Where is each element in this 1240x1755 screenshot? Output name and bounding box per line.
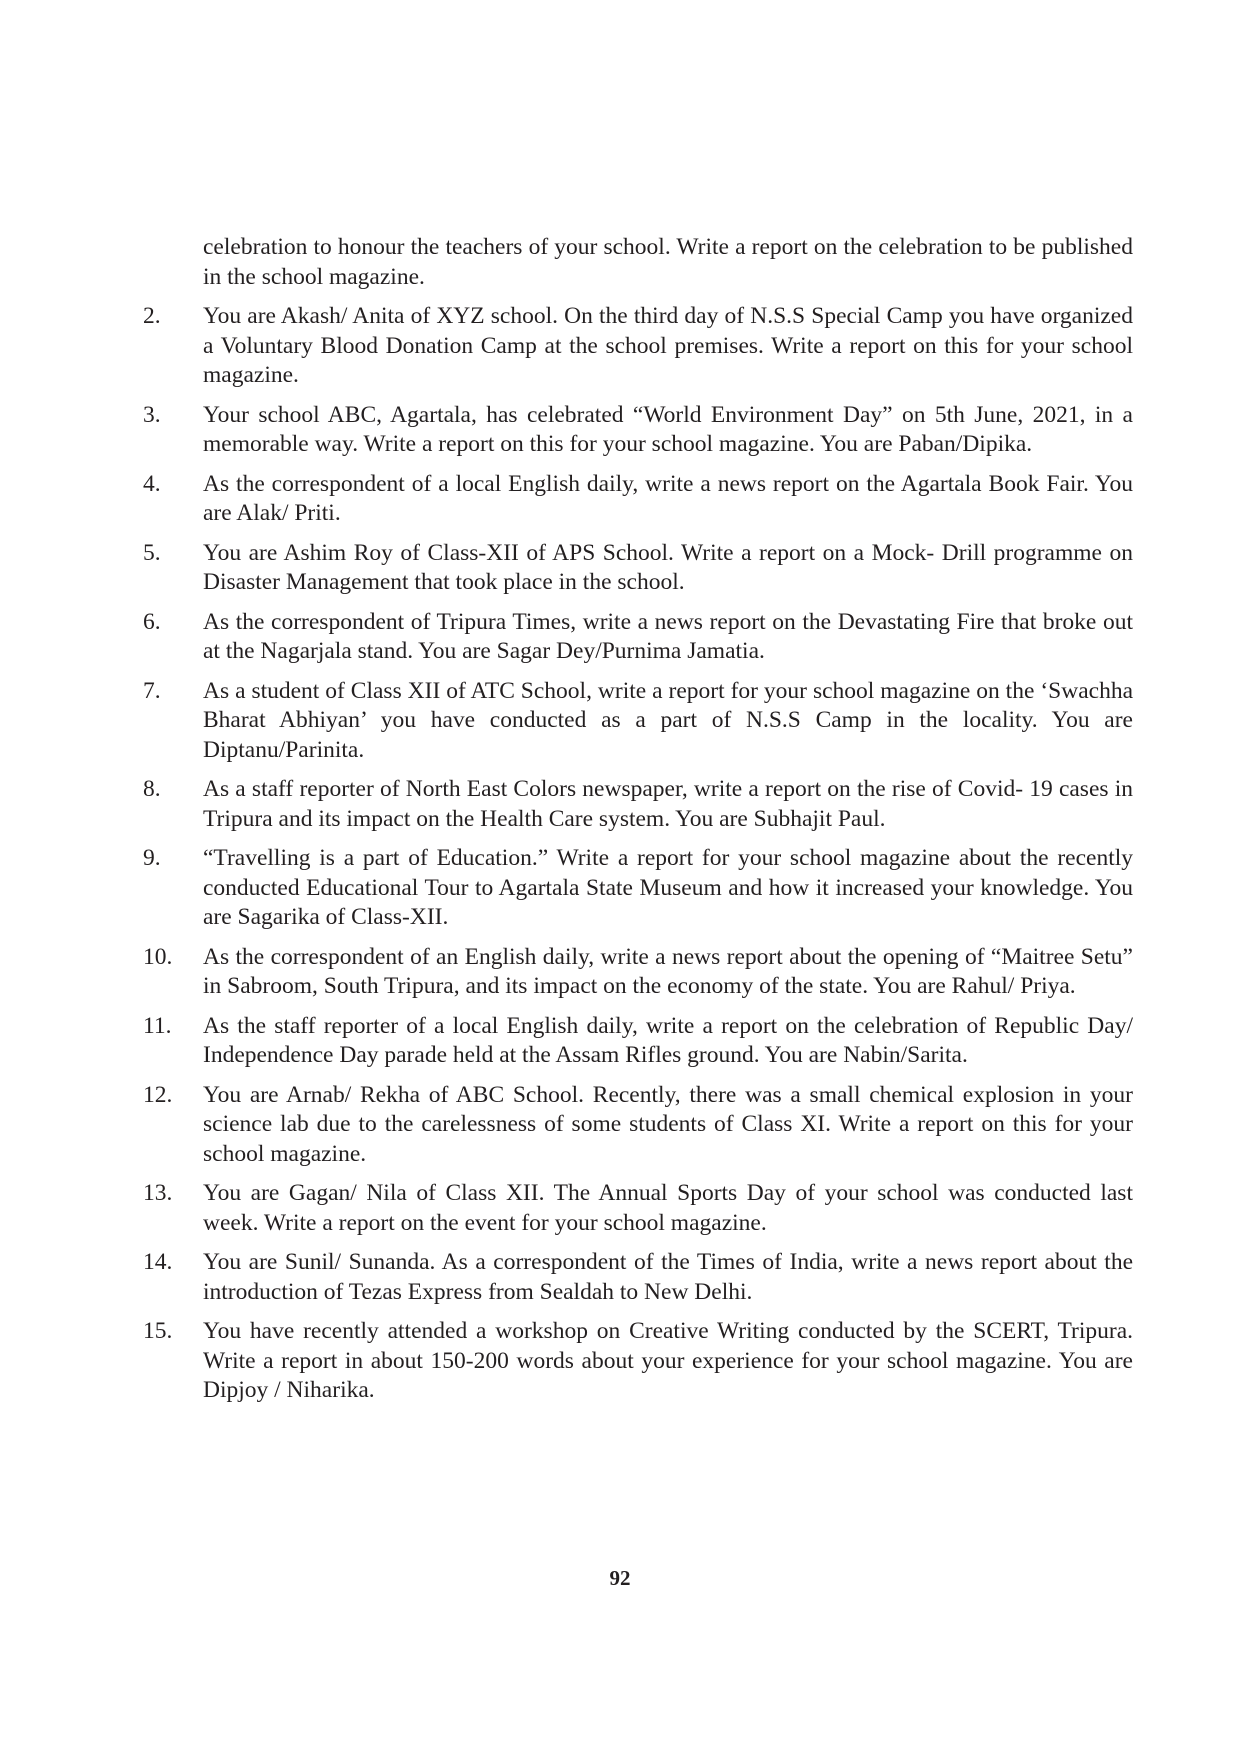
- item-text: You are Gagan/ Nila of Class XII. The Annual Sports Day of your school was conducted last week. Write a report on the event for your school magazine.: [203, 1180, 1133, 1236]
- item-number: 15.: [143, 1318, 173, 1344]
- list-item: [143, 1317, 1133, 1406]
- item-number: 2.: [143, 303, 161, 329]
- item-text: You are Ashim Roy of Class-XII of APS School. Write a report on a Mock- Drill programme on Disaster Management that took place in the school.: [203, 539, 1133, 595]
- item-text: As the correspondent of Tripura Times, write a news report on the Devastating Fire that broke out at the Nagarjala stand. You are Sagar Dey/Purnima Jamatia.: [203, 608, 1133, 664]
- list-item: [143, 677, 1133, 766]
- item-number: 13.: [143, 1180, 173, 1206]
- list-item: [143, 1081, 1133, 1170]
- list-item: [143, 401, 1133, 460]
- item-text: You have recently attended a workshop on Creative Writing conducted by the SCERT, Tripura. Write a report in about 150-200 words about your experience for your school magazine. You are Dipjoy / Niharika.: [203, 1318, 1133, 1403]
- intro-paragraph: celebration to honour the teachers of your school. Write a report on the celebration to be published in the school magazine.: [203, 234, 1133, 290]
- list-item: [143, 470, 1133, 529]
- item-text: As the correspondent of an English daily, write a news report about the opening of “Maitree Setu” in Sabroom, South Tripura, and its impact on the economy of the state. You are Rahul/ Priya.: [203, 943, 1133, 999]
- item-number: 12.: [143, 1081, 173, 1108]
- item-number: 9.: [143, 845, 161, 871]
- item-text: “Travelling is a part of Education.” Write a report for your school magazine about the recently conducted Educational Tour to Agartala State Museum and how it increased your knowledge. You are Sagarika of Class-XII.: [203, 845, 1133, 930]
- list-item: [143, 1179, 1133, 1238]
- list-item: [143, 1012, 1133, 1071]
- list-item: [143, 943, 1133, 1002]
- list-item: [143, 302, 1133, 391]
- item-number: 5.: [143, 539, 161, 566]
- item-number: 11.: [143, 1012, 172, 1039]
- list-item: [143, 608, 1133, 667]
- list-item: [143, 844, 1133, 933]
- item-text: As a student of Class XII of ATC School, write a report for your school magazine on the ‘Swachha Bharat Abhiyan’ you have conducted as a part of N.S.S Camp in the locality. You are Diptanu/Parinita.: [203, 677, 1133, 763]
- item-number: 8.: [143, 776, 161, 802]
- item-text: You are Akash/ Anita of XYZ school. On the third day of N.S.S Special Camp you have organized a Voluntary Blood Donation Camp at the school premises. Write a report on this for your school magazine.: [203, 303, 1133, 388]
- item-text: As a staff reporter of North East Colors newspaper, write a report on the rise of Covid- 19 cases in Tripura and its impact on the Health Care system. You are Subhajit Paul.: [203, 776, 1133, 832]
- list-item: [143, 1248, 1133, 1307]
- item-number: 6.: [143, 608, 161, 635]
- question-list: [143, 233, 1133, 1416]
- list-item: [143, 539, 1133, 598]
- item-text: Your school ABC, Agartala, has celebrated “World Environment Day” on 5th June, 2021, in a memorable way. Write a report on this for your school magazine. You are Paban/Dipika.: [203, 401, 1133, 457]
- item-text: As the correspondent of a local English daily, write a news report on the Agartala Book Fair. You are Alak/ Priti.: [203, 470, 1133, 526]
- item-text: You are Sunil/ Sunanda. As a correspondent of the Times of India, write a news report about the introduction of Tezas Express from Sealdah to New Delhi.: [203, 1249, 1133, 1305]
- item-number: 14.: [143, 1249, 173, 1275]
- item-number: 4.: [143, 470, 161, 497]
- item-text: As the staff reporter of a local English daily, write a report on the celebration of Republic Day/ Independence Day parade held at the Assam Rifles ground. You are Nabin/Sarita.: [203, 1012, 1133, 1068]
- item-number: 3.: [143, 401, 161, 428]
- item-number: 10.: [143, 943, 173, 970]
- item-number: 7.: [143, 677, 161, 704]
- list-item: [143, 775, 1133, 834]
- item-text: You are Arnab/ Rekha of ABC School. Recently, there was a small chemical explosion in your science lab due to the carelessness of some students of Class XI. Write a report on this for your school magazine.: [203, 1081, 1133, 1167]
- page-number: 92: [609, 1566, 631, 1590]
